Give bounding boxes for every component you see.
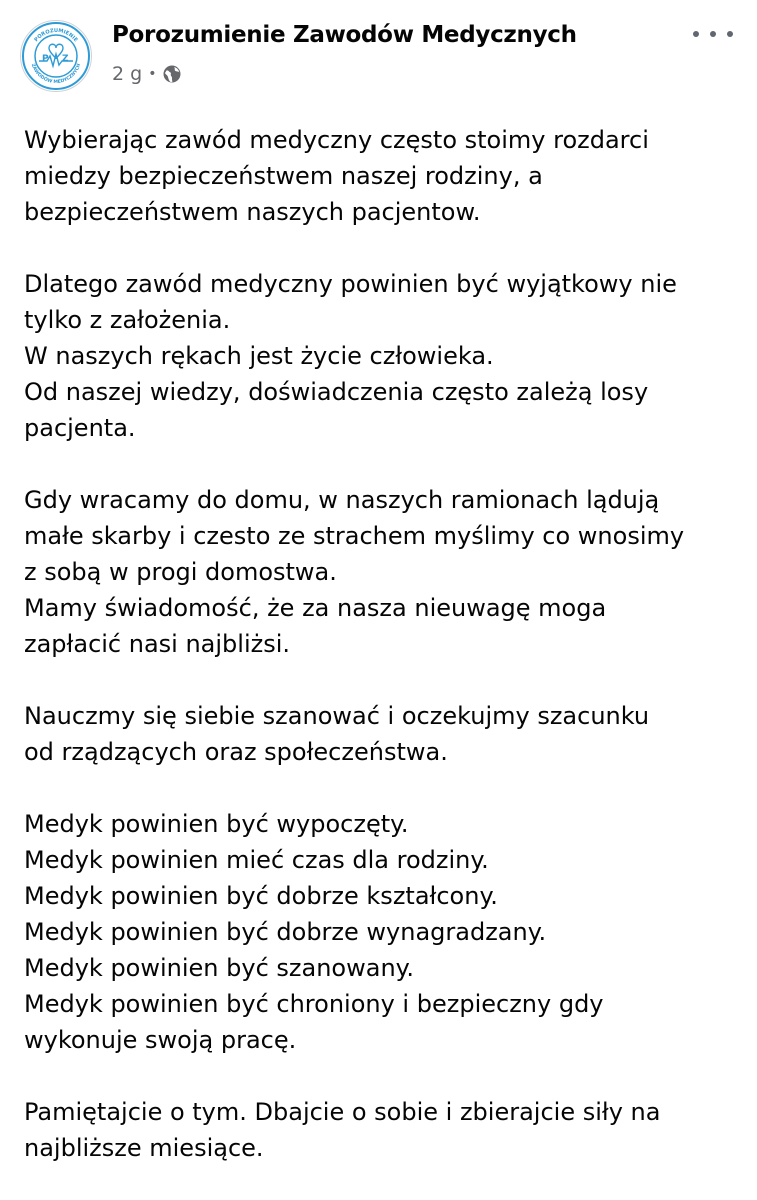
post-text-line: Medyk powinien być wypoczęty. <box>24 810 409 838</box>
post-text-line: W naszych rękach jest życie człowieka. <box>24 342 494 370</box>
post-text-line: z sobą w progi domostwa. <box>24 558 337 586</box>
post-text <box>24 122 739 1166</box>
post-text-line: Medyk powinien mieć czas dla rodziny. <box>24 846 489 874</box>
more-options-button[interactable] <box>693 22 733 46</box>
post-text-line: Medyk powinien być dobrze kształcony. <box>24 882 498 910</box>
post-text-line: małe skarby i czesto ze strachem myślimy co wnosimy <box>24 522 685 550</box>
logo-top-text: POROZUMIENIE <box>33 27 79 44</box>
post-paragraph <box>24 806 739 1058</box>
svg-text:Z: Z <box>62 54 69 64</box>
post-text-line: Pamiętajcie o tym. Dbajcie o sobie i zbierajcie siły na <box>24 1098 661 1126</box>
post-text-line: najbliższe miesiące. <box>24 1134 264 1162</box>
pzm-logo <box>21 21 91 91</box>
logo-bottom-text: ZAWODÓW MEDYCZNYCH <box>29 63 83 86</box>
post-paragraph <box>24 266 739 446</box>
post-text-line: Medyk powinien być szanowany. <box>24 954 415 982</box>
page-avatar[interactable] <box>20 20 92 92</box>
svg-text:P: P <box>42 54 49 64</box>
post-text-line: Nauczmy się siebie szanować i oczekujmy szacunku <box>24 702 650 730</box>
post-timestamp[interactable]: 2 g <box>112 63 143 85</box>
post-text-line: Wybierając zawód medyczny często stoimy rozdarci <box>24 126 649 154</box>
post-text-line: Gdy wracamy do domu, w naszych ramionach lądują <box>24 486 660 514</box>
post-text-line: miedzy bezpieczeństwem naszej rodziny, a <box>24 162 543 190</box>
post-text-line: zapłacić nasi najbliżsi. <box>24 630 291 658</box>
post-text-line: Medyk powinien być chroniony i bezpieczny gdy <box>24 990 604 1018</box>
page-name[interactable]: Porozumienie Zawodów Medycznych <box>112 22 577 48</box>
post-text-line: Dlatego zawód medyczny powinien być wyjątkowy nie <box>24 270 677 298</box>
post-text-line: wykonuje swoją pracę. <box>24 1026 297 1054</box>
post-text-line: bezpieczeństwem naszych pacjentow. <box>24 198 481 226</box>
post-paragraph <box>24 1094 739 1166</box>
post-text-line: Mamy świadomość, że za nasza nieuwagę moga <box>24 594 607 622</box>
post-text-line: pacjenta. <box>24 414 136 442</box>
post-text-line: tylko z założenia. <box>24 306 231 334</box>
post-meta <box>112 63 182 85</box>
post-text-line: Medyk powinien być dobrze wynagradzany. <box>24 918 547 946</box>
globe-icon[interactable] <box>162 64 182 84</box>
post-paragraph <box>24 122 739 230</box>
meta-separator: • <box>148 66 157 82</box>
post-paragraph <box>24 482 739 662</box>
post-paragraph <box>24 698 739 770</box>
more-dot <box>727 31 733 37</box>
more-dot <box>710 31 716 37</box>
post-text-line: od rządzących oraz społeczeństwa. <box>24 738 448 766</box>
post-text-line: Od naszej wiedzy, doświadczenia często zależą losy <box>24 378 649 406</box>
more-dot <box>693 31 699 37</box>
